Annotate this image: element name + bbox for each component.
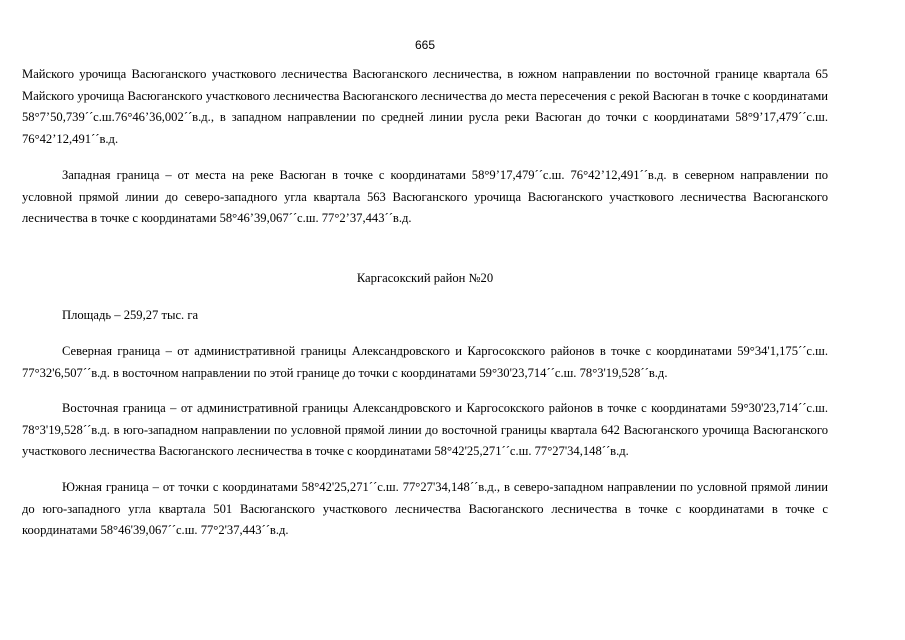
paragraph-western-border: Западная граница – от места на реке Васюган в точке с координатами 58°9’17,479´´с.ш. 76°42’12,491´´в.д. в северном направлении по условной прямой линии до северо-западного угла квартала 563 Васюганского урочища Васюганского участкового лесничества Васюганского лесничества в точке с координатами 58°46’39,067´´с.ш. 77°2’37,443´´в.д.: [22, 168, 828, 225]
paragraph-northern-border: Северная граница – от административной границы Александровского и Каргосокского районов в точке с координатами 59°34'1,175´´с.ш. 77°32'6,507´´в.д. в восточном направлении по этой границе до точки с координатами 59°30'23,714´´с.ш. 78°3'19,528´´в.д.: [22, 344, 828, 380]
paragraph-southern-border: Южная граница – от точки с координатами 58°42'25,271´´с.ш. 77°27'34,148´´в.д., в северо-западном направлении по условной прямой линии до юго-западного угла квартала 501 Васюганского участкового лесничества Васюганского лесничества в точке с координатами в точке с координатами 58°46'39,067´´с.ш. 77°2'37,443´´в.д.: [22, 480, 828, 537]
paragraph-eastern-border: Восточная граница – от административной границы Александровского и Каргосокского районов в точке с координатами 59°30'23,714´´с.ш. 78°3'19,528´´в.д. в юго-западном направлении по условной прямой линии до восточной границы квартала 642 Васюганского урочища Васюганского участкового лесничества Васюганского лесничества в точке с координатами 58°42'25,271´´с.ш. 77°27'34,148´´в.д.: [22, 401, 828, 458]
paragraph-continuation: Майского урочища Васюганского участкового лесничества Васюганского лесничества, в южном направлении по восточной границе квартала 65 Майского урочища Васюганского участкового лесничества Васюганского лесничества до места пересечения с рекой Васюган в точке с координатами 58°7’50,739´´с.ш.76°46’36,002´´в.д., в западном направлении по средней линии русла реки Васюган до точки с координатами 58°9’17,479´´с.ш. 76°42’12,491´´в.д.: [22, 67, 828, 146]
section-title: Каргасокский район №20: [356, 271, 494, 285]
paragraph-area: Площадь – 259,27 тыс. га: [62, 308, 199, 322]
page-number: 665: [414, 38, 436, 52]
